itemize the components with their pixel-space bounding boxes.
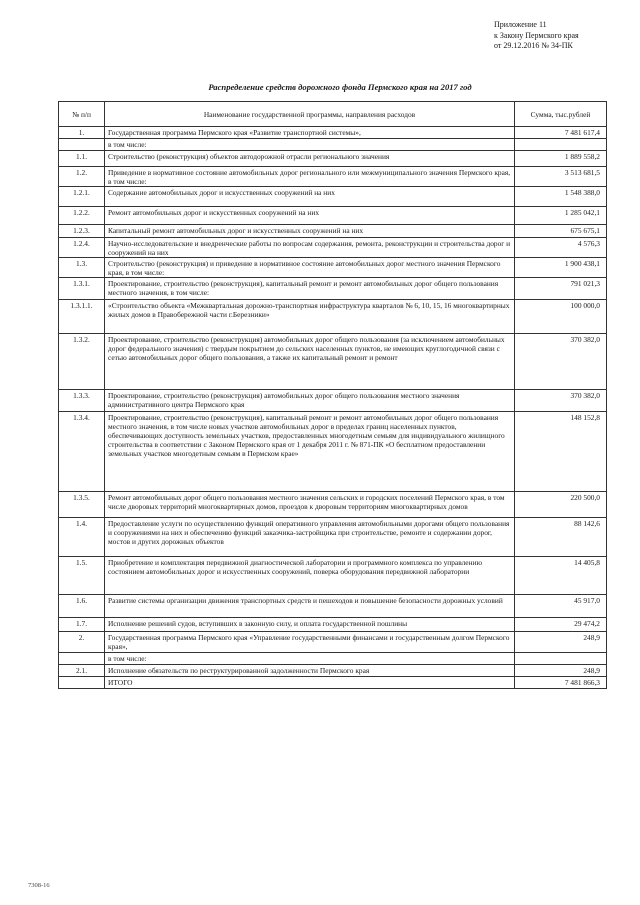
row-number: 1.3.3.	[59, 390, 105, 412]
table-row	[59, 595, 607, 618]
row-amount: 370 382,0	[515, 334, 607, 390]
row-name: Ремонт автомобильных дорог и искусственных сооружений на них	[105, 207, 515, 225]
row-amount	[515, 653, 607, 665]
row-name: Ремонт автомобильных дорог общего пользования местного значения сельских и городских поселений Пермского края, в том числе дворовых территорий многоквартирных домов, проездов к дворовым территориям многоквартирных домов	[105, 492, 515, 518]
row-name: в том числе:	[105, 653, 515, 665]
appendix-line-3: от 29.12.2016 № 34-ПК	[494, 41, 573, 50]
row-amount: 7 481 617,4	[515, 127, 607, 139]
row-amount: 45 917,0	[515, 595, 607, 618]
document-title: Распределение средств дорожного фонда Пермского края на 2017 год	[208, 82, 472, 92]
row-amount: 88 142,6	[515, 518, 607, 557]
row-number: 1.7.	[59, 618, 105, 632]
appendix-line-2: к Закону Пермского края	[494, 30, 579, 40]
table-row	[59, 167, 607, 187]
table-row	[59, 334, 607, 390]
row-number	[59, 677, 105, 689]
row-amount: 14 405,8	[515, 557, 607, 595]
row-number: 1.3.4.	[59, 412, 105, 492]
row-amount: 3 513 681,5	[515, 167, 607, 187]
table-row	[59, 225, 607, 238]
row-name: Исполнение решений судов, вступивших в законную силу, и оплата государственной пошлины	[105, 618, 515, 632]
fund-distribution-table	[58, 101, 607, 689]
row-name: Исполнение обязательств по реструктурированной задолженности Пермского края	[105, 665, 515, 677]
table-row	[59, 653, 607, 665]
row-number	[59, 653, 105, 665]
row-amount: 791 021,3	[515, 278, 607, 300]
row-amount: 1 900 438,1	[515, 258, 607, 278]
table-row	[59, 238, 607, 258]
row-amount: 29 474,2	[515, 618, 607, 632]
row-number: 1.2.3.	[59, 225, 105, 238]
table-row	[59, 518, 607, 557]
row-name: Строительство (реконструкция) объектов автодорожной отрасли регионального значения	[105, 151, 515, 167]
table-row	[59, 632, 607, 653]
row-amount: 1 548 388,0	[515, 187, 607, 207]
row-amount	[515, 139, 607, 151]
row-name: Проектирование, строительство (реконструкция), капитальный ремонт и ремонт автомобильных дорог общего пользования местного значения, в том числе новых участков автомобильных дорог в пределах границ населенных пунктов, обеспечивающих доступность земельных участков, предоставленных многодетным семьям для индивидуального жилищного строительства в соответствии с Законом Пермского края от 1 декабря 2011 г. № 871-ПК «О бесплатном предоставлении земельных участков многодетным семьям в Пермском крае»	[105, 412, 515, 492]
row-amount: 4 576,3	[515, 238, 607, 258]
table-row	[59, 618, 607, 632]
row-name: Строительство (реконструкция) и приведение в нормативное состояние автомобильных дорог местного значения Пермского края, в том числе:	[105, 258, 515, 278]
table-row	[59, 187, 607, 207]
row-amount: 248,9	[515, 665, 607, 677]
row-name: ИТОГО	[105, 677, 515, 689]
row-name: Государственная программа Пермского края «Развитие транспортной системы»,	[105, 127, 515, 139]
row-name: Содержание автомобильных дорог и искусственных сооружений на них	[105, 187, 515, 207]
row-amount: 148 152,8	[515, 412, 607, 492]
table-row	[59, 492, 607, 518]
table-row	[59, 390, 607, 412]
table-row	[59, 151, 607, 167]
row-name: в том числе:	[105, 139, 515, 151]
appendix-block	[494, 20, 634, 52]
table-row	[59, 139, 607, 151]
row-name: Приобретение и комплектация передвижной диагностической лаборатории и программного комплекса по управлению состоянием автомобильных дорог и искусственных сооружений, поверка оборудования передвижной лаборатории	[105, 557, 515, 595]
row-number: 1.2.	[59, 167, 105, 187]
row-number: 1.3.1.1.	[59, 300, 105, 334]
row-number: 1.2.4.	[59, 238, 105, 258]
row-amount: 7 481 866,3	[515, 677, 607, 689]
table-row	[59, 127, 607, 139]
table-header-row	[59, 102, 607, 127]
row-name: «Строительство объекта «Межквартальная дорожно-транспортная инфраструктура кварталов № 6, 10, 15, 16 многоквартирных жилых домов в Правобережной части г.Березники»	[105, 300, 515, 334]
row-amount: 1 889 558,2	[515, 151, 607, 167]
row-name: Государственная программа Пермского края «Управление государственными финансами и государственным долгом Пермского края»,	[105, 632, 515, 653]
row-number: 1.1.	[59, 151, 105, 167]
row-amount: 675 675,1	[515, 225, 607, 238]
header-num: № п/п	[59, 102, 105, 127]
table-body	[59, 127, 607, 689]
row-number: 1.3.5.	[59, 492, 105, 518]
row-number: 2.1.	[59, 665, 105, 677]
row-name: Проектирование, строительство (реконструкция) автомобильных дорог общего пользования (за исключением автомобильных дорог федерального значения) с твердым покрытием до сельских населенных пунктов, не имеющих круглогодичной связи с сетью автомобильных дорог общего пользования, а также их капитальный ремонт и ремонт	[105, 334, 515, 390]
table-row	[59, 677, 607, 689]
row-number: 1.6.	[59, 595, 105, 618]
row-name: Проектирование, строительство (реконструкция) автомобильных дорог общего пользования местного значения административного центра Пермского края	[105, 390, 515, 412]
row-name: Приведение в нормативное состояние автомобильных дорог регионального или межмуниципального значения Пермского края, в том числе:	[105, 167, 515, 187]
row-amount: 100 000,0	[515, 300, 607, 334]
row-name: Научно-исследовательские и внедренческие работы по вопросам содержания, ремонта, реконструкции и строительства дорог и сооружений на них	[105, 238, 515, 258]
appendix-line-1: Приложение 11	[494, 20, 547, 29]
table-row	[59, 412, 607, 492]
table-row	[59, 300, 607, 334]
header-amount: Сумма, тыс.рублей	[515, 102, 607, 127]
row-number: 1.3.1.	[59, 278, 105, 300]
row-number: 1.2.1.	[59, 187, 105, 207]
row-amount: 1 285 042,1	[515, 207, 607, 225]
table-row	[59, 258, 607, 278]
table-row	[59, 278, 607, 300]
footer-code: 7308-16	[28, 882, 50, 889]
table-row	[59, 557, 607, 595]
row-name: Капитальный ремонт автомобильных дорог и искусственных сооружений на них	[105, 225, 515, 238]
table-row	[59, 207, 607, 225]
header-name: Наименование государственной программы, направления расходов	[105, 102, 515, 127]
row-number	[59, 139, 105, 151]
row-name: Развитие системы организации движения транспортных средств и пешеходов и повышение безопасности дорожных условий	[105, 595, 515, 618]
row-number: 2.	[59, 632, 105, 653]
row-number: 1.	[59, 127, 105, 139]
row-number: 1.3.	[59, 258, 105, 278]
row-number: 1.3.2.	[59, 334, 105, 390]
row-name: Проектирование, строительство (реконструкция), капитальный ремонт и ремонт автомобильных дорог общего пользования местного значения, в том числе:	[105, 278, 515, 300]
row-number: 1.5.	[59, 557, 105, 595]
row-amount: 220 500,0	[515, 492, 607, 518]
row-number: 1.4.	[59, 518, 105, 557]
row-amount: 370 382,0	[515, 390, 607, 412]
row-number: 1.2.2.	[59, 207, 105, 225]
row-amount: 248,9	[515, 632, 607, 653]
row-name: Предоставление услуги по осуществлению функций оперативного управления автомобильными дорогами общего пользования и сооружениями на них и обеспечению функций заказчика-застройщика при строительстве, ремонте и содержании дорог, мостов и других дорожных объектов	[105, 518, 515, 557]
table-row	[59, 665, 607, 677]
